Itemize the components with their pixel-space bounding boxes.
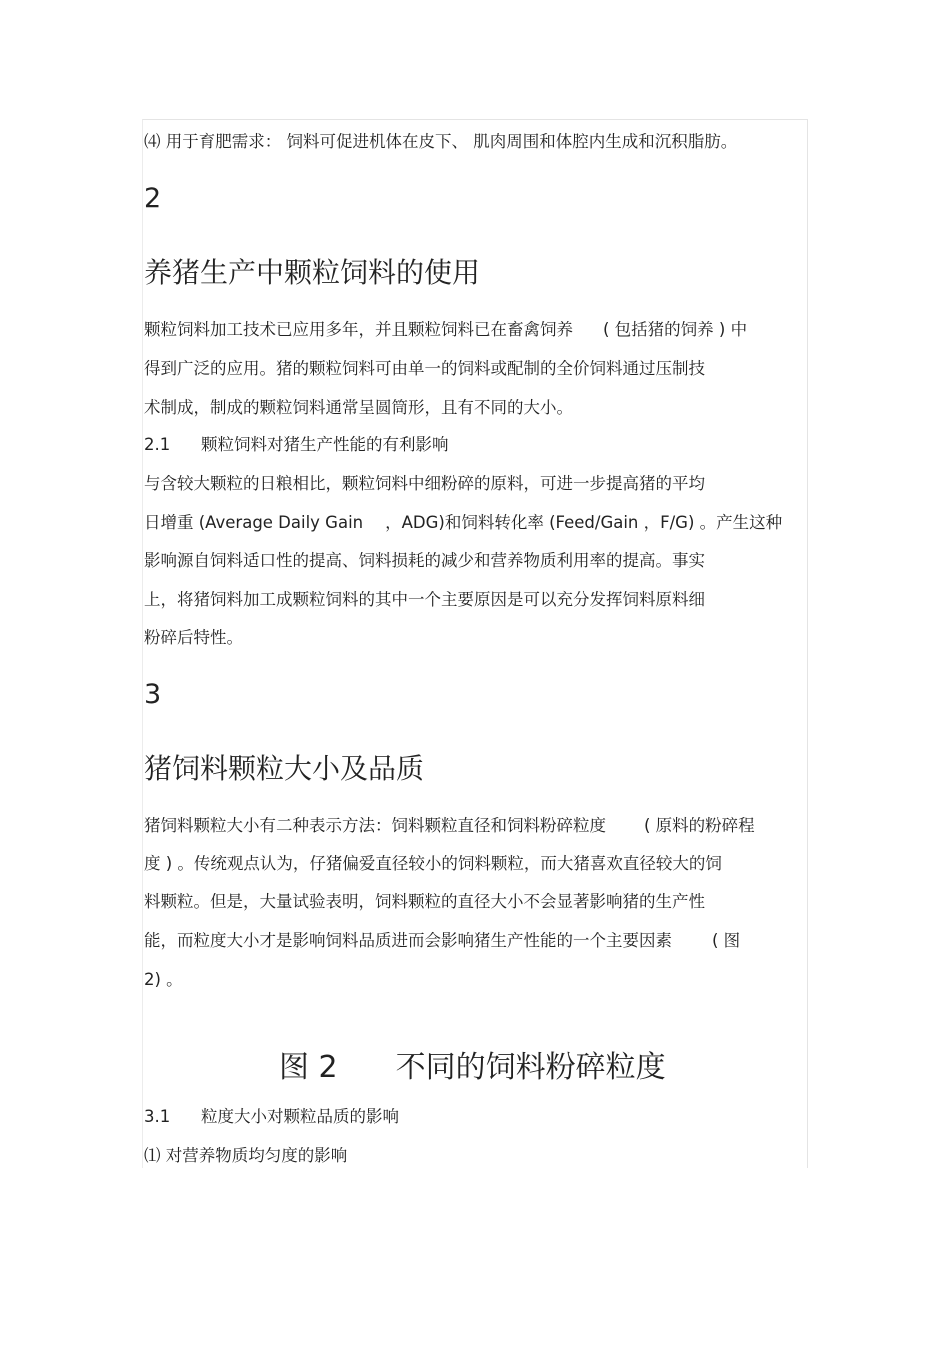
paragraph-line: 影响源自饲料适口性的提高、饲料损耗的减少和营养物质利用率的提高。事实	[144, 551, 705, 570]
paragraph-text: ( 包括猪的饲养 ) 中	[603, 320, 748, 339]
paragraph-line: 上，将猪饲料加工成颗粒饲料的其中一个主要原因是可以充分发挥饲料原料细	[144, 590, 705, 609]
paragraph-line	[144, 930, 740, 952]
paragraph-line: 术制成，制成的颗粒饲料通常呈圆筒形，且有不同的大小。	[144, 398, 573, 417]
paragraph-text: 和饲料转化率 (Feed/Gain ，F/G) 。产生这种	[444, 513, 783, 532]
section-heading: 猪饲料颗粒大小及品质	[144, 752, 425, 785]
subsection-heading	[144, 1106, 399, 1128]
paragraph-text: 颗粒饲料加工技术已应用多年，并且颗粒饲料已在畜禽饲养	[144, 320, 573, 339]
figure-caption	[279, 1050, 666, 1086]
paragraph-line	[144, 815, 755, 837]
paragraph-text: 能，而粒度大小才是影响饲料品质进而会影响猪生产性能的一个主要因素	[144, 931, 672, 950]
subsection-number: 2.1	[144, 435, 171, 454]
subsection-title: 颗粒饲料对猪生产性能的有利影响	[201, 435, 449, 454]
section-number: 2	[144, 183, 162, 214]
paragraph-line	[144, 319, 747, 341]
paragraph-text: 猪饲料颗粒大小有二种表示方法：饲料颗粒直径和饲料粉碎粒度	[144, 816, 606, 835]
paragraph-text: ，ADG)	[385, 513, 445, 532]
paragraph-text: ( 图	[712, 931, 741, 950]
paragraph-line: ⑷ 用于育肥需求： 饲料可促进机体在皮下、 肌肉周围和体腔内生成和沉积脂肪。	[144, 132, 738, 151]
paragraph-text: 日增重 (Average Daily Gain	[144, 513, 364, 532]
subsection-number: 3.1	[144, 1107, 171, 1126]
paragraph-line: 得到广泛的应用。猪的颗粒饲料可由单一的饲料或配制的全价饲料通过压制技	[144, 359, 705, 378]
paragraph-line: 粉碎后特性。	[144, 628, 243, 647]
paragraph-line: 度 ) 。传统观点认为，仔猪偏爱直径较小的饲料颗粒，而大猪喜欢直径较大的饲	[144, 854, 722, 873]
paragraph-line: 与含较大颗粒的日粮相比，颗粒饲料中细粉碎的原料，可进一步提高猪的平均	[144, 474, 705, 493]
figure-label: 图 2	[279, 1050, 338, 1085]
paragraph-line: ⑴ 对营养物质均匀度的影响	[144, 1146, 348, 1165]
paragraph-line: 料颗粒。但是，大量试验表明，饲料颗粒的直径大小不会显著影响猪的生产性	[144, 892, 705, 911]
subsection-title: 粒度大小对颗粒品质的影响	[201, 1107, 399, 1126]
paragraph-line: 2) 。	[144, 970, 183, 989]
paragraph-line	[144, 512, 782, 534]
subsection-heading	[144, 434, 449, 456]
figure-title: 不同的饲料粉碎粒度	[395, 1050, 666, 1085]
paragraph-text: ( 原料的粉碎程	[644, 816, 755, 835]
section-number: 3	[144, 679, 162, 710]
section-heading: 养猪生产中颗粒饲料的使用	[144, 256, 481, 289]
